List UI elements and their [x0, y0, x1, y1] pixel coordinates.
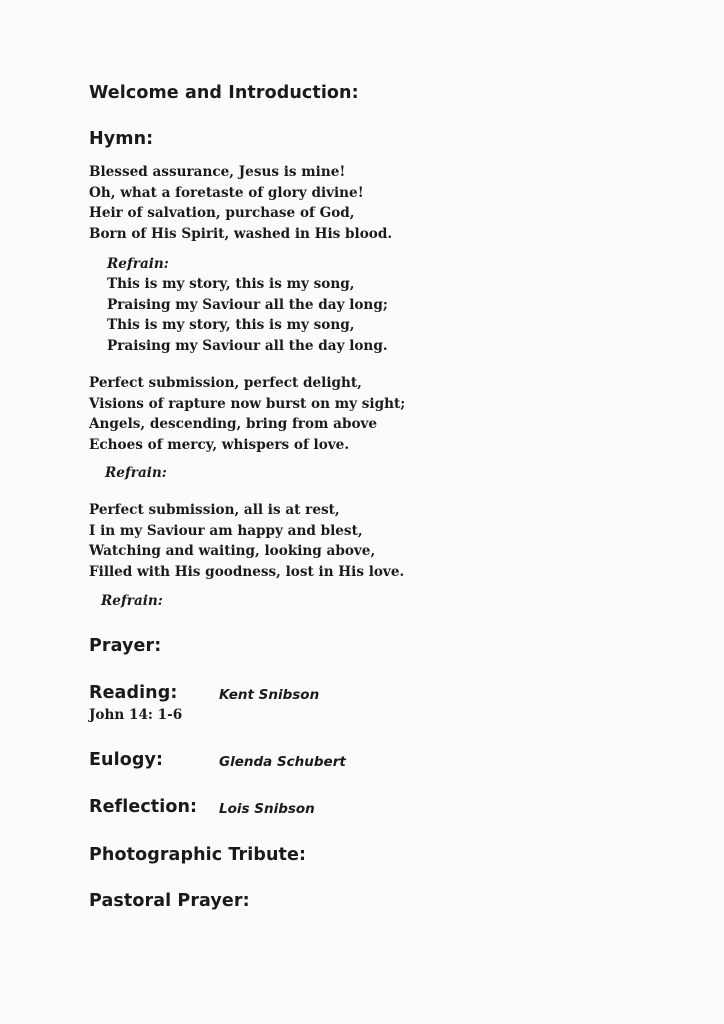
verse-line: Perfect submission, perfect delight, [89, 375, 362, 391]
reading-person: Kent Snibson [219, 687, 320, 703]
verse-line: I in my Saviour am happy and blest, [89, 522, 363, 539]
refrain-label-1: Refrain: [107, 256, 169, 272]
hymn-verse-3 [89, 500, 404, 582]
reflection-person: Lois Snibson [219, 801, 315, 817]
verse-line: Visions of rapture now burst on my sight; [89, 395, 406, 412]
verse-line: Watching and waiting, looking above, [89, 543, 376, 559]
pastoral-prayer-heading: Pastoral Prayer: [89, 891, 250, 911]
verse-line: Filled with His goodness, lost in His love. [89, 563, 405, 580]
refrain-line: Praising my Saviour all the day long. [107, 337, 388, 354]
verse-line: Echoes of mercy, whispers of love. [89, 436, 350, 453]
eulogy-person: Glenda Schubert [219, 754, 346, 770]
verse-line: Blessed assurance, Jesus is mine! [89, 164, 346, 180]
welcome-heading: Welcome and Introduction: [89, 83, 359, 103]
verse-line: Perfect submission, all is at rest, [89, 502, 340, 518]
refrain-line: This is my story, this is my song, [107, 317, 355, 333]
refrain-line: This is my story, this is my song, [107, 276, 355, 292]
hymn-verse-1 [89, 162, 392, 244]
verse-line: Heir of salvation, purchase of God, [89, 205, 355, 221]
refrain-line: Praising my Saviour all the day long; [107, 296, 388, 313]
hymn-heading: Hymn: [89, 129, 154, 149]
hymn-verse-2 [89, 373, 405, 455]
refrain-label-2: Refrain: [105, 465, 167, 481]
verse-line: Angels, descending, bring from above [89, 416, 378, 432]
eulogy-heading: Eulogy: [89, 750, 164, 770]
prayer-heading: Prayer: [89, 636, 162, 656]
refrain-label-3: Refrain: [101, 593, 163, 609]
verse-line: Oh, what a foretaste of glory divine! [89, 184, 364, 201]
reading-passage: John 14: 1-6 [89, 707, 183, 723]
reading-heading: Reading: [89, 683, 178, 703]
verse-line: Born of His Spirit, washed in His blood. [89, 225, 393, 242]
reflection-heading: Reflection: [89, 797, 198, 817]
photographic-tribute-heading: Photographic Tribute: [89, 845, 307, 865]
hymn-refrain [107, 274, 388, 356]
